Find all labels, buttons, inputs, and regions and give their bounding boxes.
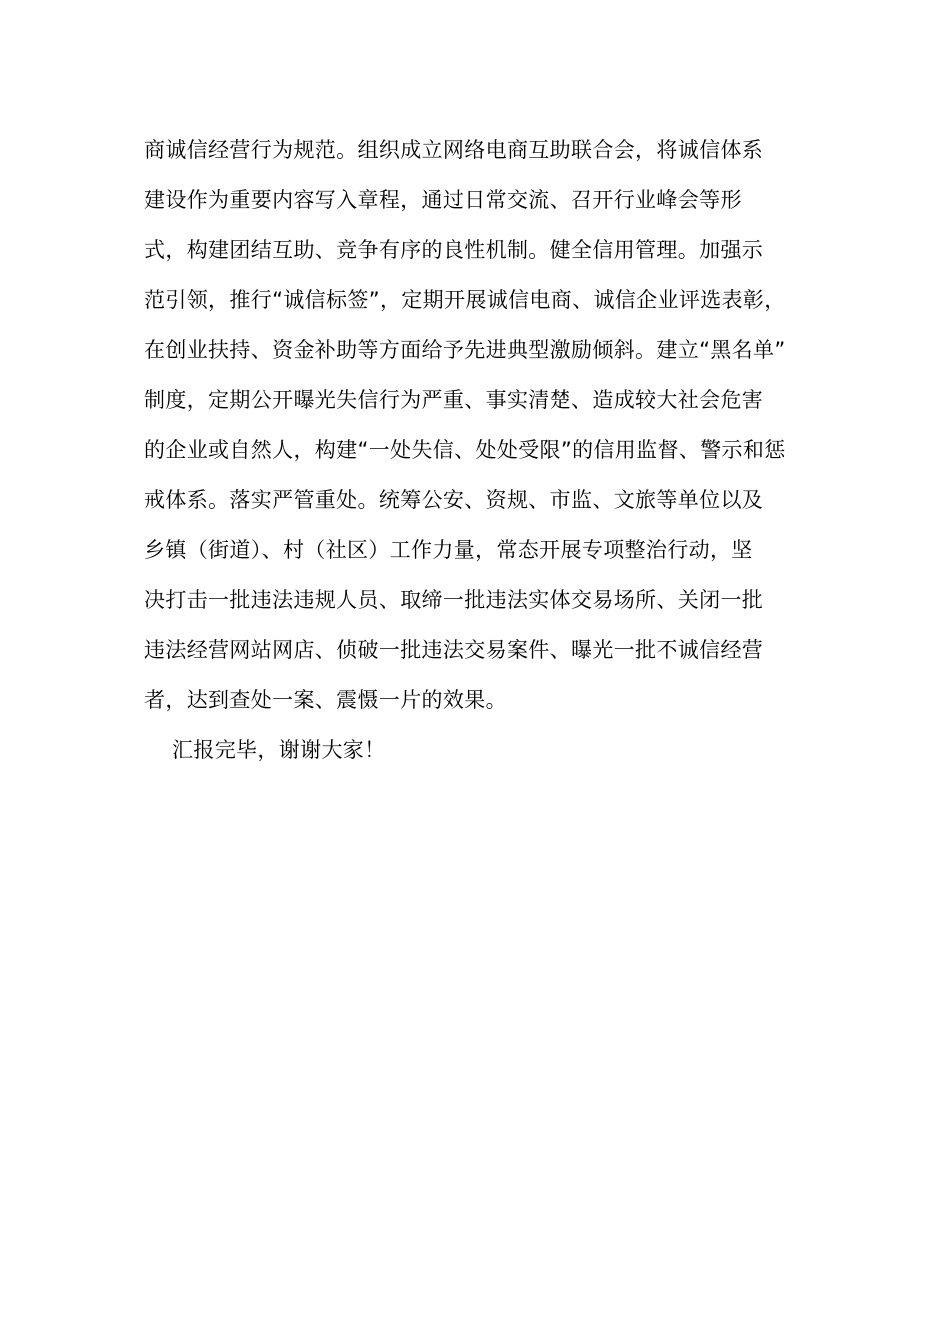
paragraph-line-12: 者，达到查处一案、震慑一片的效果。	[144, 688, 507, 712]
closing-remark: 汇报完毕，谢谢大家！	[172, 738, 386, 762]
paragraph-line-1: 商诚信经营行为规范。组织成立网络电商互助联合会，将诚信体系	[144, 138, 764, 162]
paragraph-line-6: 制度，定期公开曝光失信行为严重、事实清楚、造成较大社会危害	[144, 388, 764, 412]
paragraph-line-4: 范引领，推行“诚信标签”，定期开展诚信电商、诚信企业评选表彰，	[144, 288, 786, 312]
paragraph-line-2: 建设作为重要内容写入章程，通过日常交流、召开行业峰会等形	[144, 188, 742, 212]
paragraph-line-9: 乡镇（街道）、村（社区）工作力量，常态开展专项整治行动，坚	[144, 538, 753, 562]
body-text	[144, 125, 808, 775]
paragraph-line-11: 违法经营网站网店、侦破一批违法交易案件、曝光一批不诚信经营	[144, 638, 764, 662]
paragraph-line-8: 戒体系。落实严管重处。统筹公安、资规、市监、文旅等单位以及	[144, 488, 764, 512]
paragraph-line-10: 决打击一批违法违规人员、取缔一批违法实体交易场所、关闭一批	[144, 588, 764, 612]
paragraph-line-7: 的企业或自然人，构建“一处失信、处处受限”的信用监督、警示和惩	[144, 438, 786, 462]
paragraph-line-3: 式，构建团结互助、竞争有序的良性机制。健全信用管理。加强示	[144, 238, 764, 262]
paragraph-line-5: 在创业扶持、资金补助等方面给予先进典型激励倾斜。建立“黑名单”	[144, 338, 786, 362]
